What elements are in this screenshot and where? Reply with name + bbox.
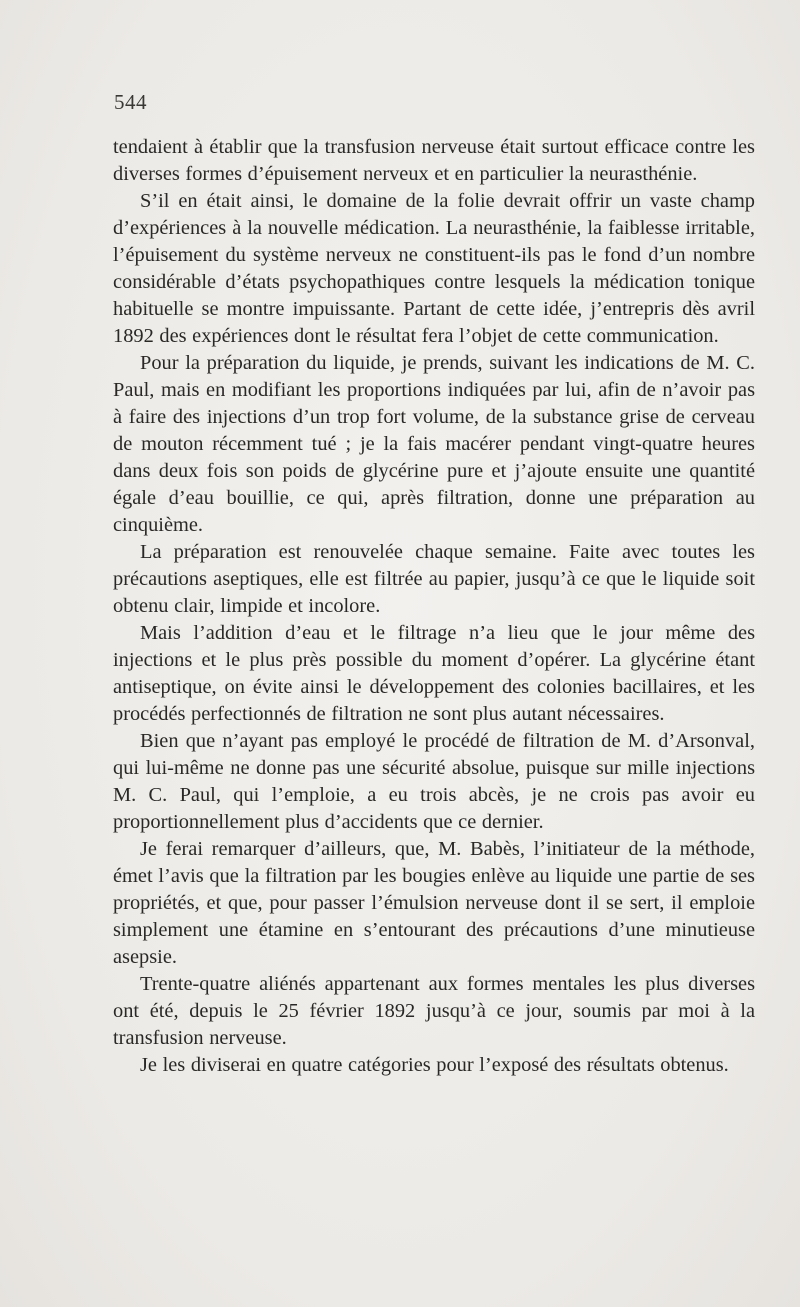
paragraph: Je ferai remarquer d’ailleurs, que, M. Babès, l’initiateur de la méthode, émet l’avis que la filtration par les bougies enlève au liquide une partie de ses propriétés, et que, pour passer l’émulsion nerveuse dont il se sert, il emploie simplement une étamine en s’entourant des précautions d’une minutieuse asepsie. [113,838,755,968]
body-text [113,134,755,1079]
paragraph: La préparation est renouvelée chaque semaine. Faite avec toutes les précautions aseptiques, elle est filtrée au papier, jusqu’à ce que le liquide soit obtenu clair, limpide et incolore. [113,541,755,617]
paragraph: S’il en était ainsi, le domaine de la folie devrait offrir un vaste champ d’expériences à la nouvelle médication. La neurasthénie, la faiblesse irritable, l’épuisement du système nerveux ne constituent-ils pas le fond d’un nombre considérable d’états psychopathiques contre lesquels la médication tonique habituelle se montre impuissante. Partant de cette idée, j’entrepris dès avril 1892 des expériences dont le résultat fera l’objet de cette communication. [113,190,755,347]
paragraph: Trente-quatre aliénés appartenant aux formes mentales les plus diverses ont été, depuis le 25 février 1892 jusqu’à ce jour, soumis par moi à la transfusion nerveuse. [113,973,755,1049]
paragraph: Mais l’addition d’eau et le filtrage n’a lieu que le jour même des injections et le plus près possible du moment d’opérer. La glycérine étant antiseptique, on évite ainsi le développement des colonies bacillaires, et les procédés perfectionnés de filtration ne sont plus autant nécessaires. [113,622,755,725]
paragraph: Pour la préparation du liquide, je prends, suivant les indications de M. C. Paul, mais en modifiant les proportions indiquées par lui, afin de n’avoir pas à faire des injections d’un trop fort volume, de la substance grise de cerveau de mouton récemment tué ; je la fais macérer pendant vingt-quatre heures dans deux fois son poids de glycérine pure et j’ajoute ensuite une quantité égale d’eau bouillie, ce qui, après filtration, donne une préparation au cinquième. [113,352,755,536]
paragraph: tendaient à établir que la transfusion nerveuse était surtout efficace contre les diverses formes d’épuisement nerveux et en particulier la neurasthénie. [113,136,755,185]
paragraph: Bien que n’ayant pas employé le procédé de filtration de M. d’Arsonval, qui lui-même ne donne pas une sécurité absolue, puisque sur mille injections M. C. Paul, qui l’emploie, a eu trois abcès, je ne crois pas avoir eu proportionnellement plus d’accidents que ce dernier. [113,730,755,833]
page-number: 544 [114,90,147,114]
paragraph: Je les diviserai en quatre catégories pour l’exposé des résultats obtenus. [140,1054,729,1076]
